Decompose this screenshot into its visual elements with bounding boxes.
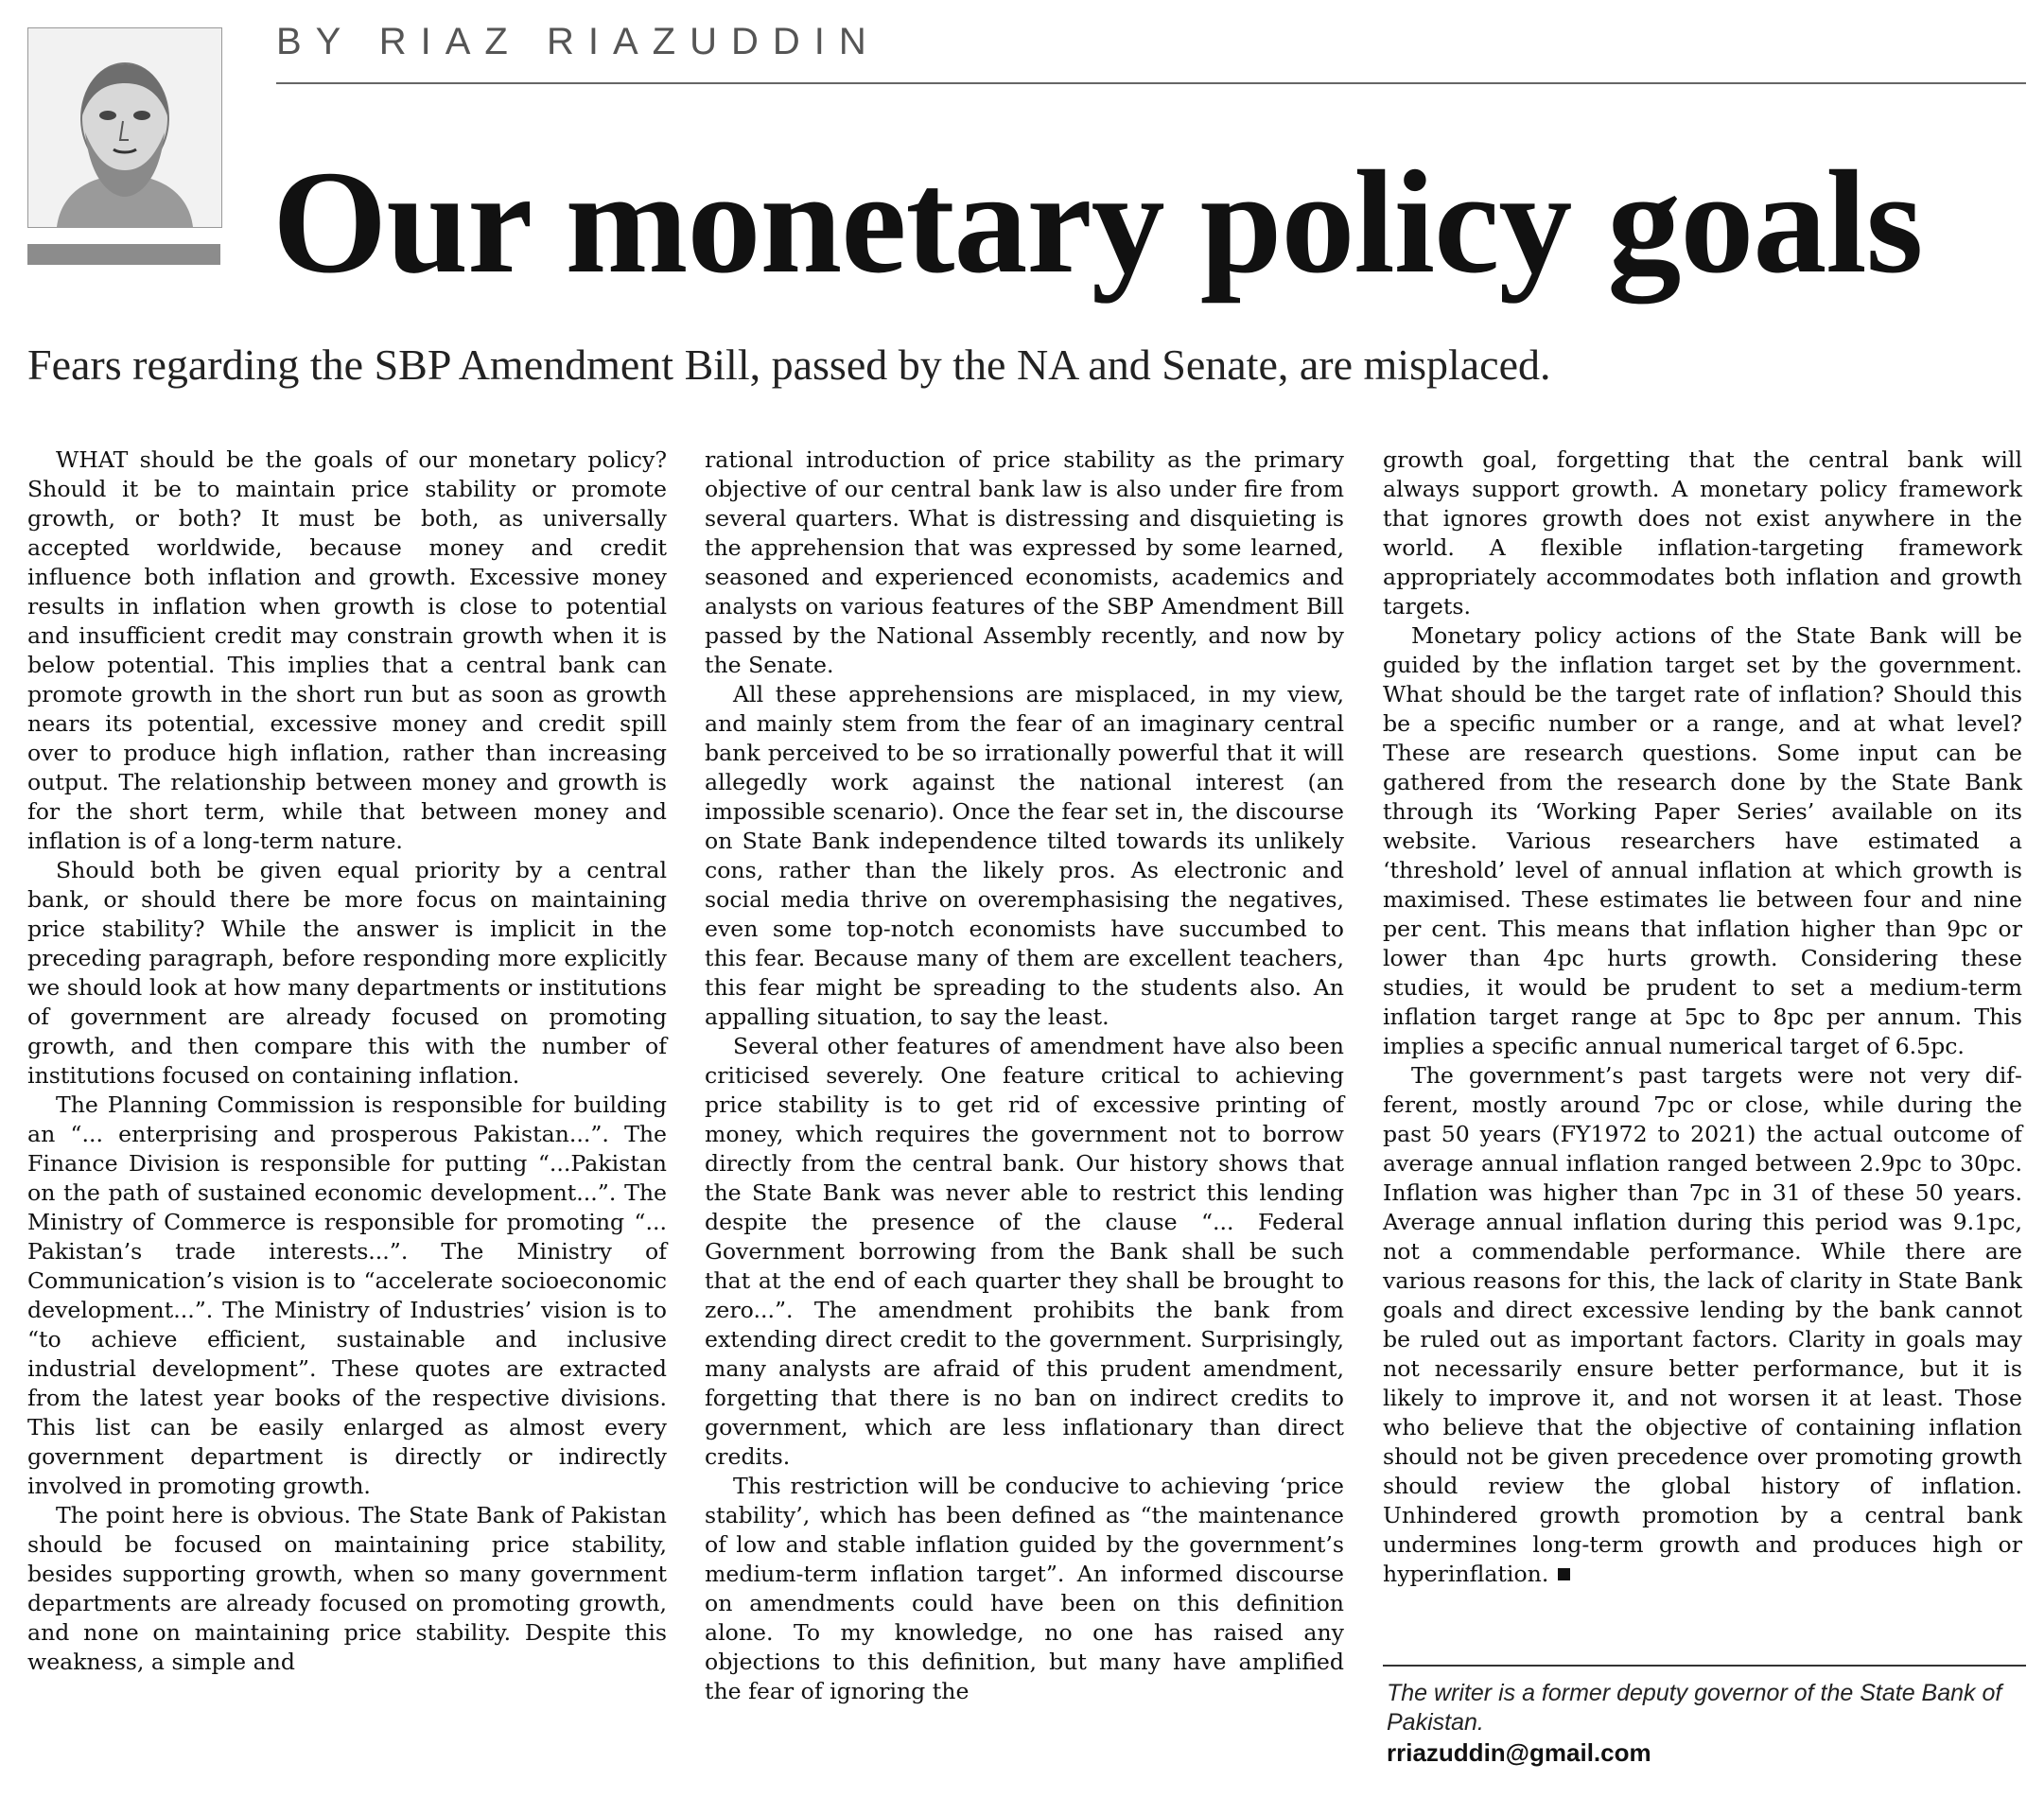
paragraph: Should both be given equal priority by a central bank, or should there be more focus on maintaining price stability? While the answer is implicit in the preceding paragraph, before responding more explicitly we should look at how many departments or institutions of government are already focused on promoting growth, and then compare this with the number of institutions focused on containing inflation. [27, 857, 667, 1089]
photo-accent-bar [27, 244, 220, 265]
paragraph [1383, 1061, 2022, 1589]
paragraph: Several other features of amendment have also been criticised severely. One feature critical to achieving price stability is to get rid of excessive printing of money, which requires the government not to borrow directly from the central bank. Our history shows that the State Bank was never able to restrict this lending despite the presence of the clause “... Federal Government borrowing from the Bank shall be such that at the end of each quarter they shall be brought to zero...”. The amendment prohibits the bank from extending direct credit to the government. Surprisingly, many analysts are afraid of this prudent amendment, forgetting that there is no ban on indirect credits to government, which are less inflationary than direct credits. [705, 1033, 1344, 1470]
subheadline: Fears regarding the SBP Amendment Bill, passed by the NA and Senate, are misplaced. [27, 340, 1551, 389]
headline: Our monetary policy goals [272, 140, 1923, 304]
paragraph: Monetary policy actions of the State Bank will be guided by the inflation target set by the government. What should be the target rate of inflation? Should this be a specific number or a range, and at what level? These are research questions. Some input can be gathered from the research done by the State Bank through its ‘Working Paper Series’ available on its website. Various researchers have estimated a ‘threshold’ level of annual inflation at which growth is maximised. These estimates lie between four and nine per cent. This means that inflation higher than 9pc or lower than 4pc hurts growth. Considering these studies, it would be prudent to set a medium-term inflation target range at 5pc to 8pc per annum. This implies a specific annual numerical target of 6.5pc. [1383, 622, 2022, 1059]
article-column-1 [27, 445, 667, 1677]
end-of-article-icon [1558, 1568, 1570, 1580]
paragraph-text: The government’s past targets were not very different, mostly around 7pc or close, while during the past 50 years (FY1972 to 2021) the actual outcome of average annual inflation ranged between 2.9pc to 30pc. Inflation was higher than 7pc in 31 of these 50 years. Average annual inflation during this period was 9.1pc, not a commendable performance. While there are various reasons for this, the lack of clarity in State Bank goals and direct excessive lending by the bank cannot be ruled out as important factors. Clarity in goals may not necessarily ensure better performance, but it is likely to improve it, and not worsen it at least. Those who believe that the objective of containing inflation should not be given precedence over promoting growth should review the global history of inflation. Unhindered growth promotion by a central bank undermines long-term growth and produces high or hyperinflation. [1383, 1062, 2022, 1587]
paragraph: All these apprehensions are misplaced, in my view, and mainly stem from the fear of an imaginary central bank perceived to be so irrationally powerful that it will allegedly work against the national interest (an impossible scenario). Once the fear set in, the discourse on State Bank independence tilted towards its unlikely cons, rather than the likely pros. As electronic and social media thrive on overemphasising the negatives, even some top-notch economists have succumbed to this fear. Because many of them are excellent teachers, this fear might be spreading to the students also. An appalling situation, to say the least. [705, 681, 1344, 1030]
paragraph: This restriction will be conducive to achieving ‘price stability’, which has been defined as “the maintenance of low and stable inflation guided by the government’s medium-term inflation target”. An informed discourse on amendments could have been on this definition alone. To my knowledge, no one has raised any objections to this definition, but many have amplified the fear of ignoring the [705, 1473, 1344, 1704]
byline: BY RIAZ RIAZUDDIN [276, 21, 881, 62]
paragraph: The point here is obvious. The State Bank of Pakistan should be focused on maintaining price stability, besides supporting growth, when so many government departments are already focused on promoting growth, and none on maintaining price stability. Despite this weakness, a simple and [27, 1502, 667, 1675]
author-photo [27, 27, 222, 228]
header-rule [276, 82, 2026, 84]
paragraph: rational introduction of price stability as the primary objective of our central bank law is also under fire from several quarters. What is distressing and disquieting is the apprehension that was expressed by some learned, seasoned and experienced economists, academics and analysts on various features of the SBP Amendment Bill passed by the National Assembly recently, and now by the Senate. [705, 446, 1344, 678]
paragraph: The Planning Commission is responsible for building an “... enterprising and prosperous Pakistan...”. The Finance Division is responsible for putting “...Pakistan on the path of sustained economic development...”. The Ministry of Commerce is responsible for promoting “... Pakistan’s trade interests...”. The Ministry of Communication’s vision is to “accelerate socioeconomic development...”. The Ministry of Industries’ vision is to “to achieve efficient, sustainable and inclusive industrial development”. These quotes are extracted from the latest year books of the respective divisions. This list can be easily enlarged as almost every government department is directly or indirectly involved in promoting growth. [27, 1091, 667, 1499]
author-portrait-icon [28, 28, 221, 227]
author-note: The writer is a former deputy governor of the State Bank of Pakistan. [1387, 1680, 2002, 1736]
footer-rule [1383, 1665, 2026, 1667]
author-email[interactable]: rriazuddin@gmail.com [1387, 1738, 1651, 1767]
article-column-2 [705, 445, 1344, 1706]
paragraph: growth goal, forgetting that the central bank will always support growth. A monetary policy framework that ignores growth does not exist anywhere in the world. A flexible inflation-targeting framework appropriately accommodates both inflation and growth targets. [1383, 446, 2022, 620]
paragraph: WHAT should be the goals of our monetary policy? Should it be to maintain price stability or promote growth, or both? It must be both, as universally accepted worldwide, because money and credit influence both inflation and growth. Excessive money results in inflation when growth is close to potential and insufficient credit may constrain growth when it is below potential. This implies that a central bank can promote growth in the short run but as soon as growth nears its potential, excessive money and credit spill over to produce high inflation, rather than increasing output. The relationship between money and growth is for the short term, while that between money and inflation is of a long-term nature. [27, 446, 667, 854]
article-column-3 [1383, 445, 2022, 1589]
